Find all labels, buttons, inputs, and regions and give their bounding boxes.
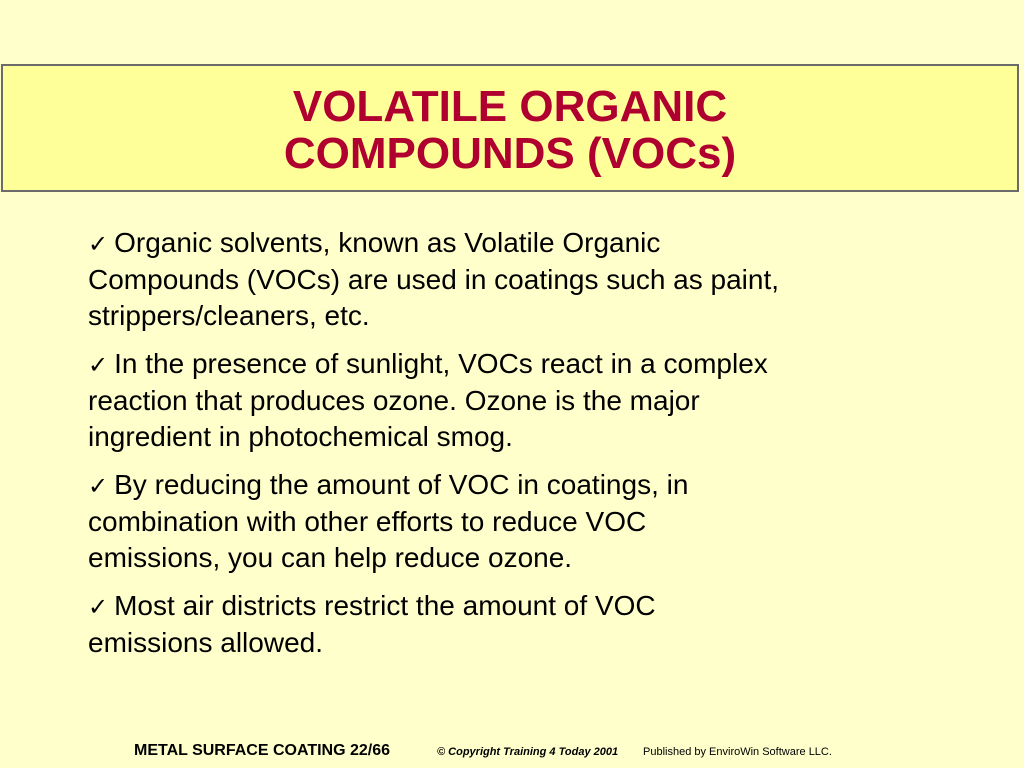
- bullet-line: emissions allowed.: [88, 627, 323, 658]
- bullet-line: reaction that produces ozone. Ozone is the major: [88, 385, 700, 416]
- bullet-line: Most air districts restrict the amount of VOC: [114, 590, 656, 621]
- bullet-line: strippers/cleaners, etc.: [88, 300, 370, 331]
- bullet-line: emissions, you can help reduce ozone.: [88, 542, 573, 573]
- bullet-item: [88, 467, 948, 576]
- check-mark-icon: ✓: [88, 351, 109, 379]
- check-mark-icon: ✓: [88, 593, 109, 621]
- footer-course-label: METAL SURFACE COATING 22/66: [134, 742, 391, 759]
- bullet-item: [88, 346, 948, 455]
- title-banner: [1, 64, 1019, 192]
- bullet-line: Compounds (VOCs) are used in coatings such as paint,: [88, 264, 780, 295]
- footer-copyright: © Copyright Training 4 Today 2001: [437, 746, 619, 758]
- bullet-line: combination with other efforts to reduce VOC: [88, 506, 647, 537]
- bullet-line: In the presence of sunlight, VOCs react in a complex: [114, 348, 768, 379]
- bullet-line: By reducing the amount of VOC in coatings, in: [114, 469, 689, 500]
- title-line-1: VOLATILE ORGANIC: [292, 82, 728, 131]
- bullet-line: Organic solvents, known as Volatile Organic: [114, 227, 661, 258]
- bullet-item: [88, 225, 948, 334]
- footer-publisher: Published by EnviroWin Software LLC.: [643, 746, 832, 758]
- bullet-list: [88, 225, 948, 673]
- title-line-2: COMPOUNDS (VOCs): [283, 129, 737, 178]
- bullet-item: [88, 588, 948, 661]
- check-mark-icon: ✓: [88, 230, 109, 258]
- check-mark-icon: ✓: [88, 472, 109, 500]
- bullet-line: ingredient in photochemical smog.: [88, 421, 513, 452]
